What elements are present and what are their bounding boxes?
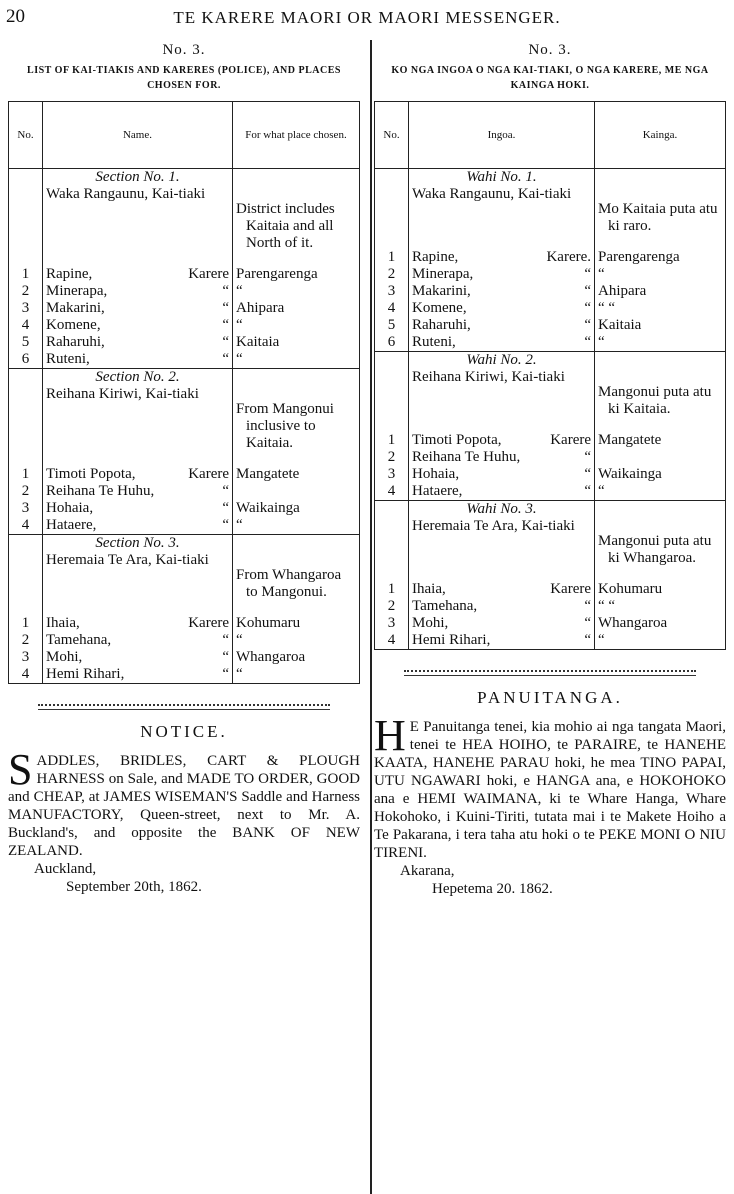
- no-cell: [9, 369, 43, 453]
- row-place: Whangaroa: [233, 649, 360, 666]
- row-rank: “: [584, 632, 591, 648]
- notice-text: [374, 711, 726, 862]
- row-name: Ruteni,: [46, 351, 90, 367]
- spacer-cell: [409, 567, 595, 581]
- notice-body: E Panuitanga tenei, kia mohio ai nga tangata Maori, tenei te HEA HOIHO, te PARAIRE, te HANEHE KAATA, HANEHE PARAU hoki, he mea TINO PAPAI, UTU NGAWARI hoki, e HANGA ana, e HOKOHOKO ana e HEMI WAIMANA, ki te Whare Hanga, Whare Hokohoko, i Kuini-Tiriti, tutata mai i te Makete Hoiho a Te Pakarana, i tera taha atu hoki o te PEKE MONI O NIU TIRENI.: [374, 719, 726, 861]
- spacer-row: [9, 452, 360, 466]
- row-place: Ahipara: [595, 283, 726, 300]
- spacer-cell: [43, 601, 233, 615]
- table-row: [9, 351, 360, 369]
- row-number: 3: [375, 615, 409, 632]
- row-rank: Karere: [550, 581, 591, 597]
- table-row: [9, 334, 360, 351]
- section-title-row: [9, 369, 360, 453]
- ornamental-rule: [38, 704, 330, 710]
- row-number: 3: [9, 300, 43, 317]
- table-number: No. 3.: [528, 42, 572, 58]
- kaitiaki-name: Heremaia Te Ara, Kai-tiaki: [412, 518, 575, 534]
- row-rank: “: [222, 300, 229, 316]
- row-rank: “: [584, 283, 591, 299]
- table-row: [375, 249, 726, 266]
- row-name-cell: [409, 249, 595, 266]
- row-name: Rapine,: [46, 266, 93, 282]
- section-place: Mangonui puta atu ki Whangaroa.: [598, 533, 712, 566]
- row-name-cell: [43, 317, 233, 334]
- row-rank: Karere: [188, 615, 229, 631]
- row-name-cell: [43, 334, 233, 351]
- section-title: Section No. 1.: [95, 169, 180, 185]
- row-name-cell: [409, 483, 595, 501]
- header-place: Kainga.: [595, 102, 726, 169]
- table-caption: LIST OF KAI-TIAKIS AND KARERES (POLICE), AND PLACES CHOSEN FOR.: [27, 65, 341, 91]
- row-rank: “: [222, 632, 229, 648]
- notice-place: Auckland,: [34, 861, 97, 877]
- kaitiaki-name: Reihana Kiriwi, Kai-tiaki: [46, 386, 199, 402]
- table-row: [9, 300, 360, 317]
- section-title-row: [375, 352, 726, 419]
- row-place: “: [233, 283, 360, 300]
- row-rank: “: [222, 500, 229, 516]
- row-number: 4: [375, 300, 409, 317]
- row-place: Ahipara: [233, 300, 360, 317]
- row-name: Ihaia,: [46, 615, 80, 631]
- header-no: No.: [375, 102, 409, 169]
- row-number: 4: [375, 632, 409, 650]
- row-rank: “: [222, 351, 229, 367]
- table-row: [9, 283, 360, 300]
- table-row: [375, 483, 726, 501]
- row-place: Kohumaru: [595, 581, 726, 598]
- notice-date: Hepetema 20. 1862.: [432, 881, 553, 897]
- row-place: “: [595, 632, 726, 650]
- row-name-cell: [43, 666, 233, 684]
- kaitiaki-name: Waka Rangaunu, Kai-tiaki: [46, 186, 206, 202]
- table-row: [9, 517, 360, 535]
- row-name: Mohi,: [412, 615, 449, 631]
- row-number: 2: [375, 449, 409, 466]
- row-number: 2: [9, 283, 43, 300]
- row-place: “: [233, 317, 360, 334]
- row-name: Makarini,: [412, 283, 471, 299]
- table-row: [375, 466, 726, 483]
- row-name-cell: [43, 483, 233, 500]
- table-row: [375, 581, 726, 598]
- row-place: Kaitaia: [233, 334, 360, 351]
- section-title: Wahi No. 2.: [466, 352, 537, 368]
- row-name-cell: [43, 500, 233, 517]
- row-rank: Karere: [188, 466, 229, 482]
- row-rank: “: [584, 466, 591, 482]
- no-cell: [9, 535, 43, 602]
- row-number: 1: [9, 266, 43, 283]
- row-place: “: [595, 483, 726, 501]
- table-row: [9, 483, 360, 500]
- no-cell: [375, 169, 409, 236]
- row-name-cell: [409, 598, 595, 615]
- row-place: “: [233, 351, 360, 369]
- notice-text: [8, 745, 360, 860]
- spacer-cell: [233, 601, 360, 615]
- table-row: [9, 266, 360, 283]
- table-row: [9, 466, 360, 483]
- section-place: Mangonui puta atu ki Kaitaia.: [598, 384, 712, 417]
- row-name-cell: [409, 300, 595, 317]
- row-name: Makarini,: [46, 300, 105, 316]
- row-number: 3: [9, 500, 43, 517]
- spacer-cell: [43, 252, 233, 266]
- section-place-cell: [233, 169, 360, 253]
- section-title-row: [9, 535, 360, 602]
- row-name: Reihana Te Huhu,: [46, 483, 155, 499]
- row-rank: “: [584, 483, 591, 499]
- spacer-row: [375, 418, 726, 432]
- row-number: 3: [375, 466, 409, 483]
- row-place: [595, 449, 726, 466]
- row-place: Kaitaia: [595, 317, 726, 334]
- row-name-cell: [43, 266, 233, 283]
- table-row: [375, 449, 726, 466]
- notice-heading: NOTICE.: [140, 722, 228, 741]
- section-title-cell: [43, 169, 233, 253]
- page-number: 20: [6, 6, 25, 27]
- row-name: Reihana Te Huhu,: [412, 449, 521, 465]
- maori-column: [374, 40, 726, 898]
- spacer-cell: [9, 452, 43, 466]
- row-number: 6: [9, 351, 43, 369]
- row-place: Waikainga: [595, 466, 726, 483]
- drop-cap: S: [8, 745, 33, 794]
- section-place-cell: [595, 352, 726, 419]
- spacer-cell: [595, 567, 726, 581]
- table-row: [375, 632, 726, 650]
- section-place-cell: [595, 501, 726, 568]
- roll-body: [375, 169, 726, 650]
- row-rank: “: [222, 666, 229, 682]
- row-name-cell: [43, 283, 233, 300]
- row-rank: Karere.: [546, 249, 591, 265]
- row-place: Mangatete: [233, 466, 360, 483]
- row-name: Minerapa,: [412, 266, 474, 282]
- row-name-cell: [409, 283, 595, 300]
- row-name-cell: [43, 632, 233, 649]
- spacer-cell: [9, 601, 43, 615]
- section-title-row: [375, 501, 726, 568]
- row-rank: “: [584, 598, 591, 614]
- notice-heading: PANUITANGA.: [477, 688, 623, 707]
- row-number: 4: [375, 483, 409, 501]
- row-place: “: [233, 666, 360, 684]
- row-name-cell: [43, 466, 233, 483]
- spacer-cell: [375, 235, 409, 249]
- row-rank: “: [222, 649, 229, 665]
- section-title-cell: [43, 535, 233, 602]
- row-name: Hohaia,: [412, 466, 460, 482]
- kaitiaki-name: Waka Rangaunu, Kai-tiaki: [412, 186, 572, 202]
- header-name: Ingoa.: [409, 102, 595, 169]
- row-number: 1: [9, 466, 43, 483]
- row-name: Hataere,: [46, 517, 97, 533]
- row-rank: “: [222, 517, 229, 533]
- section-title: Section No. 3.: [95, 535, 180, 551]
- section-title: Wahi No. 3.: [466, 501, 537, 517]
- row-rank: “: [584, 300, 591, 316]
- table-row: [9, 632, 360, 649]
- table-row: [9, 500, 360, 517]
- row-number: 4: [9, 666, 43, 684]
- table-caption: KO NGA INGOA O NGA KAI-TIAKI, O NGA KARERE, ME NGA KAINGA HOKI.: [391, 65, 709, 91]
- spacer-row: [375, 235, 726, 249]
- row-name: Timoti Popota,: [412, 432, 502, 448]
- table-row: [375, 334, 726, 352]
- header-no: No.: [9, 102, 43, 169]
- row-rank: Karere: [188, 266, 229, 282]
- row-name: Mohi,: [46, 649, 83, 665]
- section-title: Section No. 2.: [95, 369, 180, 385]
- table-row: [9, 666, 360, 684]
- table-row: [9, 615, 360, 632]
- row-rank: “: [584, 334, 591, 350]
- section-title-cell: [409, 352, 595, 419]
- row-rank: “: [222, 334, 229, 350]
- row-rank: “: [584, 266, 591, 282]
- spacer-cell: [375, 418, 409, 432]
- row-name: Komene,: [412, 300, 467, 316]
- running-head: TE KARERE MAORI OR MAORI MESSENGER.: [173, 8, 561, 27]
- row-name: Ihaia,: [412, 581, 446, 597]
- row-place: Mangatete: [595, 432, 726, 449]
- spacer-row: [9, 601, 360, 615]
- row-place: Waikainga: [233, 500, 360, 517]
- row-name: Hohaia,: [46, 500, 94, 516]
- section-place-cell: [233, 535, 360, 602]
- row-place: Parengarenga: [233, 266, 360, 283]
- section-place: From Whangaroa to Mangonui.: [236, 567, 342, 600]
- table-row: [375, 598, 726, 615]
- table-row: [375, 317, 726, 334]
- row-rank: “: [222, 283, 229, 299]
- spacer-cell: [595, 418, 726, 432]
- section-place: District includes Kaitaia and all North of it.: [236, 201, 335, 251]
- section-title-row: [9, 169, 360, 253]
- english-column: [8, 40, 360, 896]
- row-name-cell: [43, 615, 233, 632]
- row-name: Rapine,: [412, 249, 459, 265]
- spacer-cell: [409, 418, 595, 432]
- table-row: [9, 649, 360, 666]
- row-number: 4: [9, 317, 43, 334]
- row-name-cell: [409, 432, 595, 449]
- row-name: Raharuhi,: [46, 334, 105, 350]
- no-cell: [9, 169, 43, 253]
- header-place: For what place chosen.: [233, 102, 360, 169]
- roll-body: [9, 169, 360, 684]
- row-rank: “: [222, 317, 229, 333]
- section-place-cell: [595, 169, 726, 236]
- row-place: “: [595, 334, 726, 352]
- row-name: Hemi Rihari,: [46, 666, 125, 682]
- row-number: 5: [375, 317, 409, 334]
- spacer-row: [9, 252, 360, 266]
- police-roll-table: [8, 101, 360, 684]
- row-name-cell: [409, 334, 595, 352]
- row-place: Parengarenga: [595, 249, 726, 266]
- table-row: [375, 300, 726, 317]
- spacer-cell: [375, 567, 409, 581]
- section-title-row: [375, 169, 726, 236]
- row-name: Hataere,: [412, 483, 463, 499]
- spacer-cell: [233, 452, 360, 466]
- notice-date: September 20th, 1862.: [66, 879, 202, 895]
- row-rank: “: [584, 317, 591, 333]
- row-place: “: [233, 632, 360, 649]
- row-name-cell: [409, 632, 595, 650]
- table-row: [375, 615, 726, 632]
- row-name-cell: [409, 466, 595, 483]
- row-name-cell: [409, 266, 595, 283]
- row-name: Tamehana,: [412, 598, 478, 614]
- row-name: Minerapa,: [46, 283, 108, 299]
- row-place: Whangaroa: [595, 615, 726, 632]
- header-name: Name.: [43, 102, 233, 169]
- section-place: Mo Kaitaia puta atu ki raro.: [598, 201, 718, 234]
- table-row: [375, 283, 726, 300]
- drop-cap: H: [374, 711, 406, 760]
- spacer-cell: [43, 452, 233, 466]
- row-name-cell: [409, 449, 595, 466]
- row-rank: “: [584, 615, 591, 631]
- row-number: 2: [9, 632, 43, 649]
- section-title: Wahi No. 1.: [466, 169, 537, 185]
- row-number: 5: [9, 334, 43, 351]
- row-name-cell: [409, 317, 595, 334]
- row-rank: “: [222, 483, 229, 499]
- spacer-row: [375, 567, 726, 581]
- row-name: Tamehana,: [46, 632, 112, 648]
- spacer-cell: [9, 252, 43, 266]
- spacer-cell: [233, 252, 360, 266]
- table-row: [9, 317, 360, 334]
- row-name: Ruteni,: [412, 334, 456, 350]
- spacer-cell: [409, 235, 595, 249]
- row-number: 2: [375, 266, 409, 283]
- section-title-cell: [409, 501, 595, 568]
- table-row: [375, 266, 726, 283]
- row-place: “: [233, 517, 360, 535]
- row-name: Raharuhi,: [412, 317, 471, 333]
- row-name: Komene,: [46, 317, 101, 333]
- row-number: 6: [375, 334, 409, 352]
- row-name-cell: [43, 649, 233, 666]
- row-place: “: [595, 266, 726, 283]
- row-name-cell: [43, 351, 233, 369]
- kaitiaki-name: Heremaia Te Ara, Kai-tiaki: [46, 552, 209, 568]
- no-cell: [375, 352, 409, 419]
- section-place-cell: [233, 369, 360, 453]
- row-place: Kohumaru: [233, 615, 360, 632]
- table-number: No. 3.: [162, 42, 206, 58]
- row-name: Timoti Popota,: [46, 466, 136, 482]
- row-number: 2: [375, 598, 409, 615]
- no-cell: [375, 501, 409, 568]
- column-rule: [370, 40, 372, 1194]
- row-place: “ “: [595, 598, 726, 615]
- row-rank: Karere: [550, 432, 591, 448]
- row-number: 1: [9, 615, 43, 632]
- row-name-cell: [409, 581, 595, 598]
- row-name-cell: [43, 300, 233, 317]
- row-name: Hemi Rihari,: [412, 632, 491, 648]
- row-place: [233, 483, 360, 500]
- section-title-cell: [43, 369, 233, 453]
- section-title-cell: [409, 169, 595, 236]
- row-number: 3: [9, 649, 43, 666]
- section-place: From Mangonui inclusive to Kaitaia.: [236, 401, 334, 451]
- kaitiaki-name: Reihana Kiriwi, Kai-tiaki: [412, 369, 565, 385]
- row-name-cell: [409, 615, 595, 632]
- row-number: 3: [375, 283, 409, 300]
- row-number: 1: [375, 249, 409, 266]
- table-row: [375, 432, 726, 449]
- notice-body: ADDLES, BRIDLES, CART & PLOUGH HARNESS on Sale, and MADE TO ORDER, GOOD and CHEAP, at JAMES WISEMAN'S Saddle and Harness MANUFACTORY, Queen-street, next to Mr. A. Buckland's, and opposite the BANK OF NEW ZEALAND.: [8, 753, 360, 859]
- police-roll-table: [374, 101, 726, 650]
- row-number: 2: [9, 483, 43, 500]
- notice-place: Akarana,: [400, 863, 455, 879]
- row-rank: “: [584, 449, 591, 465]
- row-number: 4: [9, 517, 43, 535]
- row-name-cell: [43, 517, 233, 535]
- ornamental-rule: [404, 670, 696, 676]
- row-place: “ “: [595, 300, 726, 317]
- row-number: 1: [375, 432, 409, 449]
- spacer-cell: [595, 235, 726, 249]
- row-number: 1: [375, 581, 409, 598]
